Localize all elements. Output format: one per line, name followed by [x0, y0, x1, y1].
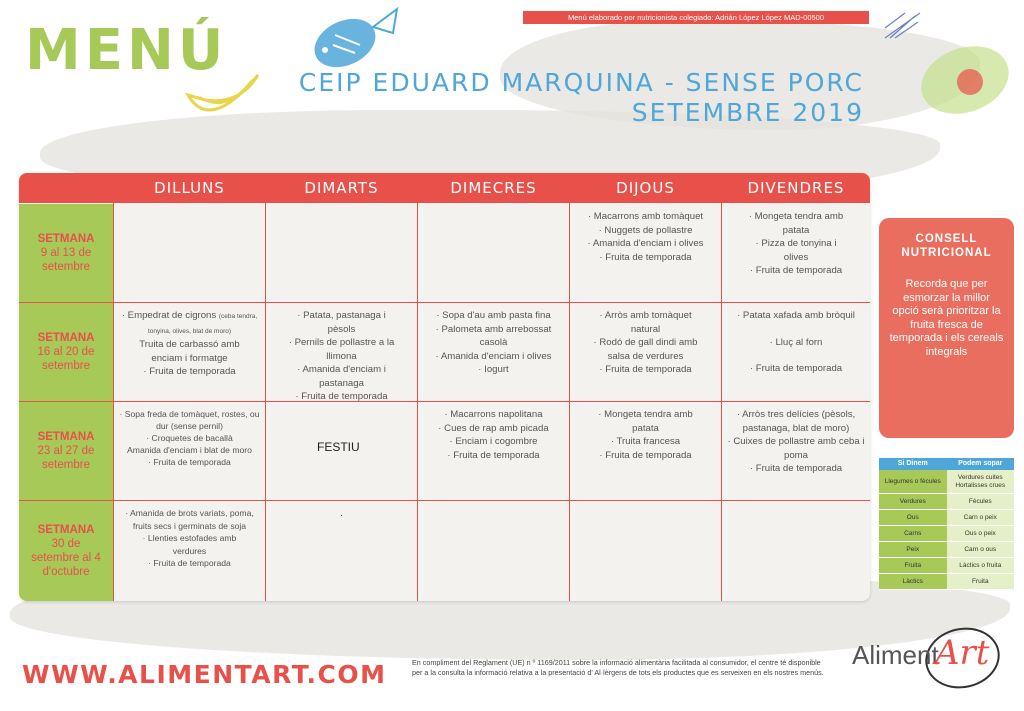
- dish: · Croquetes de bacallà: [146, 433, 233, 443]
- menu-title: MENÚ: [25, 18, 228, 83]
- dish: · Palometa amb arrebossat casolà: [435, 323, 552, 348]
- dish: · Enciam i cogombre: [449, 436, 538, 447]
- week-label-title: SETMANA: [37, 524, 95, 536]
- dish: · Amanida d'enciam i olives: [587, 238, 704, 249]
- fish-icon: [305, 5, 405, 75]
- header-corner: [19, 173, 113, 203]
- menu-month: SETEMBRE 2019: [631, 98, 864, 127]
- dish: · Amanida de brots variats, poma, fruits secs i germinats de soja: [125, 508, 254, 531]
- day-header-dimarts: DIMARTS: [266, 173, 417, 203]
- dish: · Amanida d'enciam i pastanaga: [297, 364, 386, 389]
- meal-cell-w1-divendres: [722, 205, 870, 283]
- dish: · Patata xafada amb bròquil: [737, 310, 855, 321]
- dinner-item: Verdures cuites Hortalisses crues: [947, 470, 1015, 493]
- lunch-item: Verdures: [879, 494, 947, 509]
- banana-icon: [180, 55, 270, 130]
- meal-cell-w4-dimarts: ·: [339, 510, 344, 521]
- day-header-dijous: DIJOUS: [570, 173, 721, 203]
- dish: · Cues de rap amb picada: [438, 422, 549, 434]
- dish: · Fruita de temporada: [599, 251, 692, 263]
- dish: · Sopa freda de tomàquet, rostes, ou dur (sense pernil): [119, 409, 260, 431]
- dinner-item: Carn o peix: [947, 510, 1015, 525]
- brand-logo-script: Art: [935, 633, 990, 673]
- dinner-item: Fècules: [947, 494, 1015, 509]
- dish: · Nuggets de pollastre: [598, 224, 693, 236]
- table-row: [879, 558, 1014, 574]
- dinner-table-header-left: Si Dinem: [897, 460, 928, 467]
- dish: · Arròs amb tomàquet natural: [599, 310, 692, 335]
- day-header-dilluns: DILLUNS: [114, 173, 265, 203]
- lunch-item: Carns: [879, 526, 947, 541]
- dish: · Iogurt: [478, 364, 509, 375]
- table-row: [879, 574, 1014, 590]
- dish: · Amanida d'enciam i olives: [435, 350, 552, 362]
- dish-note: (ceba tendra, tonyina, olives, blat de moro): [147, 313, 258, 335]
- dish: · Fruita de temporada: [447, 449, 540, 461]
- lunch-item: Ous: [879, 510, 947, 525]
- week-label: [19, 303, 113, 401]
- nutrition-advice-text: Recorda que per esmorzar la millor opció serà prioritzar la fruita fresca de temporada i els cereals integrals: [889, 278, 1004, 358]
- table-row: [879, 470, 1014, 494]
- menu-table: [19, 173, 870, 601]
- website-link[interactable]: WWW.ALIMENTART.COM: [22, 660, 387, 689]
- meal-cell-w2-dilluns: [114, 304, 265, 384]
- dish: · Pernils de pollastre a la llimona: [288, 337, 395, 362]
- dish: · Rodó de gall dindi amb salsa de verdures: [593, 337, 698, 362]
- week-label: [19, 402, 113, 500]
- dinner-item: Làctics o fruita: [947, 558, 1015, 573]
- nutrition-advice-title: CONSELL NUTRICIONAL: [901, 233, 992, 259]
- week-label-range: 16 al 20 de setembre: [37, 346, 95, 372]
- week-label-range: 30 de setembre al 4 d'octubre: [31, 538, 101, 578]
- dish: · Fruita de temporada: [295, 391, 388, 402]
- dish: · Fruita de temporada: [599, 449, 692, 461]
- holiday-label: FESTIU: [317, 440, 360, 454]
- dish: · Macarrons amb tomàquet: [587, 211, 704, 222]
- lunch-item: Fruita: [879, 558, 947, 573]
- lunch-item: Llegumes o fècules: [879, 470, 947, 493]
- grid-line: [19, 302, 870, 303]
- dish: · Fruita de temporada: [148, 457, 231, 467]
- dish: · Lluç al forn: [769, 336, 823, 348]
- dish: Amanida d'enciam i blat de moro: [127, 445, 252, 455]
- nutrition-advice-card: [879, 218, 1014, 438]
- dish: · Fruita de temporada: [143, 366, 236, 377]
- dish: · Fruita de temporada: [148, 558, 231, 568]
- dish: · Arròs tres delícies (pèsols, pastanaga, blat de moro): [736, 409, 856, 434]
- week-label: [19, 501, 113, 601]
- dish: · Pizza de tonyina i olives: [755, 238, 837, 263]
- dish: · Fruita de temporada: [599, 364, 692, 375]
- meal-cell-w2-dimarts: [266, 304, 417, 409]
- dish: · Fruita de temporada: [749, 363, 843, 374]
- grid-line: [19, 500, 870, 501]
- school-name: CEIP EDUARD MARQUINA - SENSE PORC: [298, 68, 864, 97]
- lunch-item: Peix: [879, 542, 947, 557]
- dish: · Truita francesa: [610, 436, 681, 447]
- week-label: [19, 204, 113, 302]
- meal-cell-w3-divendres: [722, 403, 870, 481]
- dinner-table-header: [879, 458, 1014, 470]
- dish: · Mongeta tendra amb patata: [598, 409, 693, 434]
- doodle-icon: [880, 8, 925, 43]
- table-row: [879, 542, 1014, 558]
- week-label-range: 9 al 13 de setembre: [40, 247, 92, 273]
- day-header-divendres: DIVENDRES: [722, 173, 870, 203]
- legal-notice: En compliment del Reglament (UE) n º 1169/2011 sobre la informació alimentària facilitada al consumidor, el centre té disponible per a la consulta la informació relativa a la presentació d' Al·lèrgens de tots els productes que es serveixen en els nostres menús.: [412, 658, 824, 677]
- grid-line: [19, 401, 870, 402]
- meal-cell-w3-dilluns: [114, 403, 265, 473]
- brand-logo-text: Aliment: [852, 640, 939, 670]
- week-label-title: SETMANA: [37, 233, 95, 245]
- meal-cell-w4-dilluns: [114, 502, 265, 575]
- dish: · Fruita de temporada: [749, 463, 843, 474]
- table-row: [879, 494, 1014, 510]
- dinner-item: Carn o ous: [947, 542, 1015, 557]
- grid-line: [417, 173, 418, 601]
- dish: · Patata, pastanaga i pèsols: [297, 310, 386, 335]
- day-header-dimecres: DIMECRES: [418, 173, 569, 203]
- week-label-title: SETMANA: [37, 332, 95, 344]
- dish: · Empedrat de cigrons: [121, 310, 217, 321]
- dinner-item: Fruita: [947, 574, 1015, 589]
- dish: · Llenties estofades amb verdures: [142, 533, 237, 556]
- dinner-pairing-table: [879, 458, 1014, 598]
- lunch-item: Làctics: [879, 574, 947, 589]
- dish: · Mongeta tendra amb patata: [748, 211, 844, 236]
- dish: · Sopa d'au amb pasta fina: [436, 310, 551, 321]
- week-label-range: 23 al 27 de setembre: [37, 445, 95, 471]
- table-row: [879, 526, 1014, 542]
- nutritionist-banner: Menú elaborado por nutricionista colegiado: Adrián López López MAD-00500: [523, 11, 869, 24]
- meal-cell-w3-dijous: [570, 403, 721, 467]
- avocado-icon: [915, 40, 1015, 120]
- table-row: [879, 510, 1014, 526]
- meal-cell-w2-dimecres: [418, 304, 569, 382]
- dinner-table-header-right: Podem sopar: [958, 460, 1003, 467]
- meal-cell-w2-divendres: [722, 304, 870, 381]
- meal-cell-w2-dijous: [570, 304, 721, 382]
- dinner-item: Ous o peix: [947, 526, 1015, 541]
- dish: · Fruita de temporada: [749, 265, 843, 276]
- meal-cell-w1-dijous: [570, 205, 721, 269]
- week-label-title: SETMANA: [37, 431, 95, 443]
- dish: Truita de carbassó amb enciam i formatge: [139, 339, 240, 364]
- dish: · Macarrons napolitana: [444, 409, 543, 420]
- meal-cell-w3-dimecres: [418, 403, 569, 467]
- dish: · Cuixes de pollastre amb ceba i poma: [727, 436, 865, 461]
